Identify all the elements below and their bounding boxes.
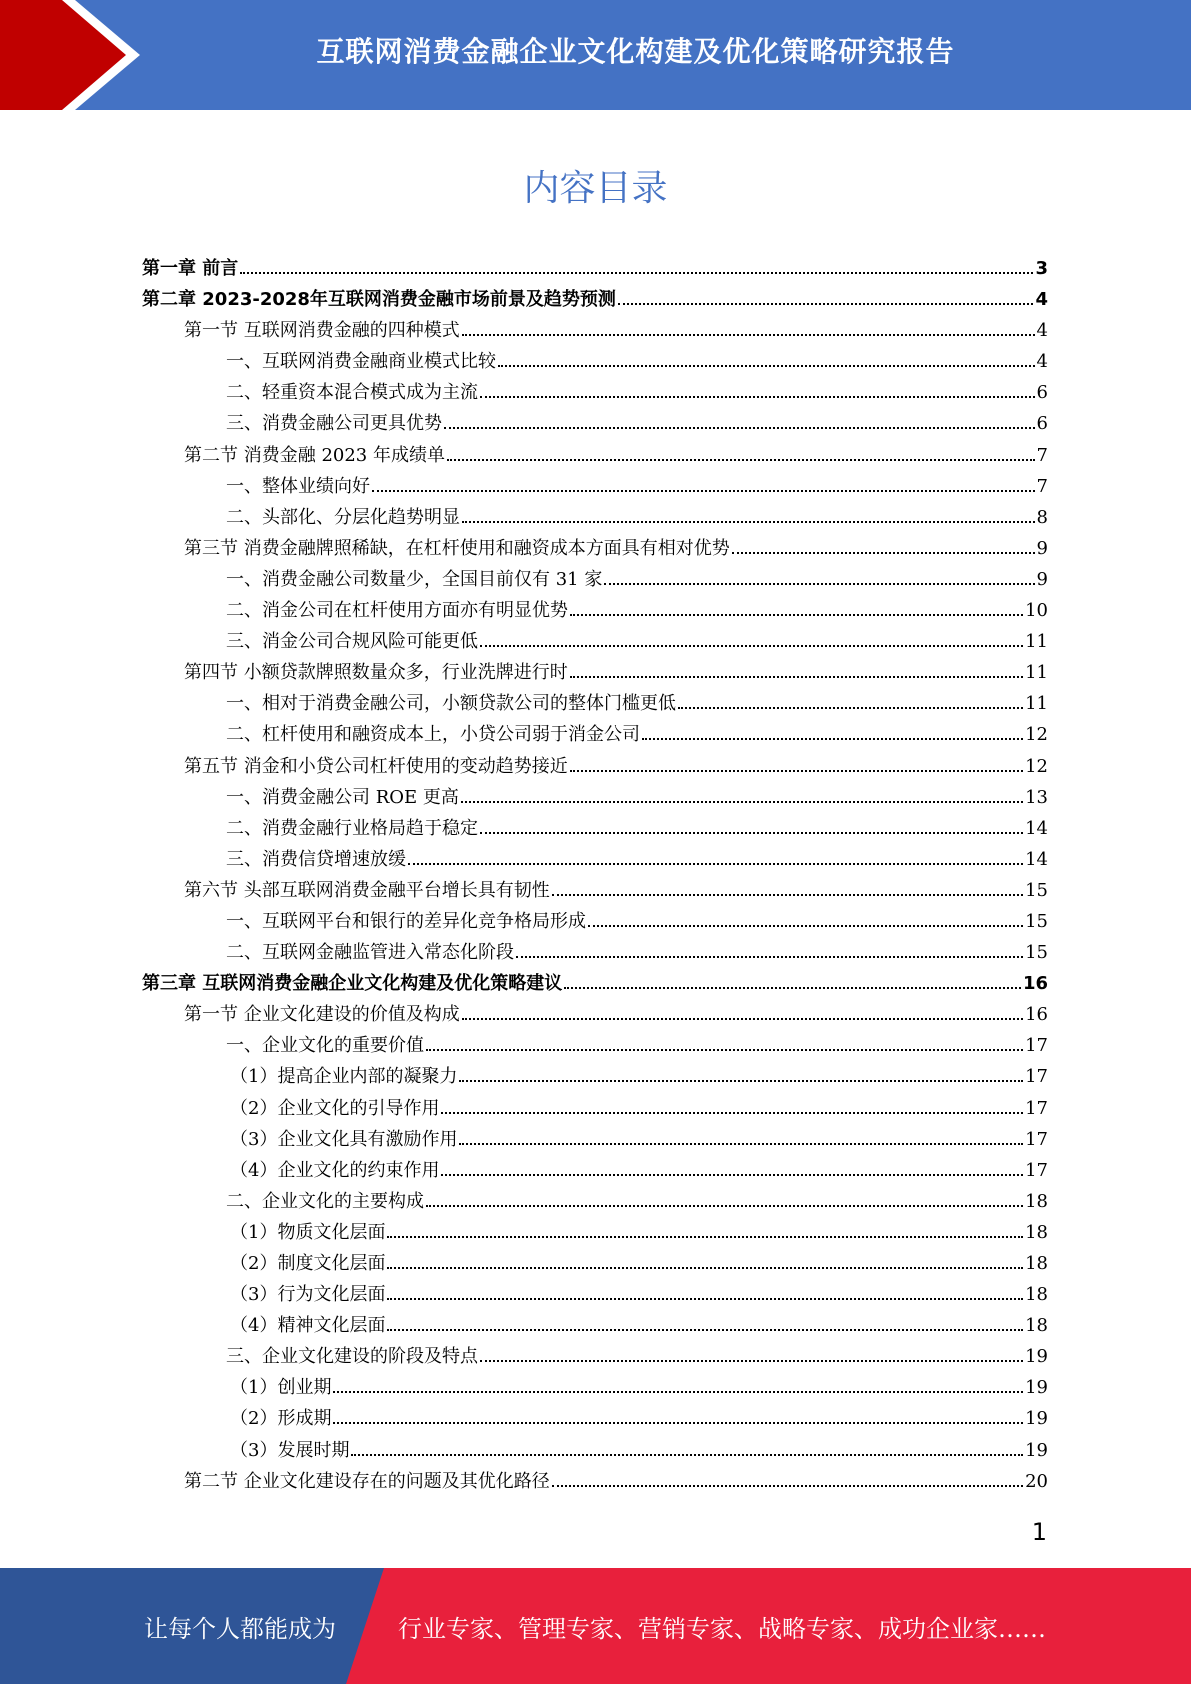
toc-entry[interactable] xyxy=(142,1094,1048,1125)
toc-entry[interactable] xyxy=(142,1000,1048,1031)
toc-entry[interactable] xyxy=(142,938,1048,969)
toc-dot-leader xyxy=(588,911,1023,927)
toc-entry-label: （3）行为文化层面 xyxy=(230,1284,386,1306)
toc-entry-page: 20 xyxy=(1025,1470,1048,1492)
toc-entry-label: 二、轻重资本混合模式成为主流 xyxy=(226,382,478,404)
toc-entry-page: 4 xyxy=(1036,320,1048,342)
toc-entry-label: （3）企业文化具有激励作用 xyxy=(230,1128,458,1150)
toc-entry-label: 二、消金公司在杠杆使用方面亦有明显优势 xyxy=(226,600,568,622)
toc-entry-page: 17 xyxy=(1025,1159,1048,1181)
toc-entry-page: 17 xyxy=(1025,1035,1048,1057)
toc-entry[interactable] xyxy=(142,1062,1048,1093)
toc-entry-page: 18 xyxy=(1025,1190,1048,1212)
toc-dot-leader xyxy=(552,1471,1023,1487)
toc-entry[interactable] xyxy=(142,1280,1048,1311)
toc-dot-leader xyxy=(387,1253,1023,1269)
toc-entry-page: 18 xyxy=(1025,1315,1048,1337)
toc-entry-page: 13 xyxy=(1025,786,1048,808)
toc-dot-leader xyxy=(387,1284,1023,1300)
toc-entry-label: 二、互联网金融监管进入常态化阶段 xyxy=(226,942,514,964)
toc-entry-page: 9 xyxy=(1036,568,1048,590)
toc-dot-leader xyxy=(372,476,1035,492)
toc-entry-page: 7 xyxy=(1036,475,1048,497)
toc-entry-page: 10 xyxy=(1025,600,1048,622)
table-of-contents xyxy=(142,254,1048,1498)
toc-entry-label: 第三节 消费金融牌照稀缺，在杠杆使用和融资成本方面具有相对优势 xyxy=(184,537,730,559)
footer-banner xyxy=(0,1568,1191,1684)
toc-entry[interactable] xyxy=(142,720,1048,751)
toc-entry[interactable] xyxy=(142,1187,1048,1218)
toc-dot-leader xyxy=(408,849,1023,865)
toc-entry[interactable] xyxy=(142,752,1048,783)
toc-dot-leader xyxy=(642,724,1023,740)
toc-entry-page: 3 xyxy=(1035,258,1048,279)
toc-entry[interactable] xyxy=(142,534,1048,565)
toc-entry-label: 第三章 互联网消费金融企业文化构建及优化策略建议 xyxy=(142,973,563,995)
toc-entry[interactable] xyxy=(142,316,1048,347)
toc-entry-page: 19 xyxy=(1025,1346,1048,1368)
toc-dot-leader xyxy=(480,1346,1023,1362)
toc-entry-label: 一、消费金融公司数量少，全国目前仅有 31 家 xyxy=(226,568,603,590)
toc-entry-label: 三、企业文化建设的阶段及特点 xyxy=(226,1346,478,1368)
toc-entry-label: 三、消费信贷增速放缓 xyxy=(226,848,406,870)
toc-dot-leader xyxy=(604,569,1034,585)
toc-entry-page: 16 xyxy=(1025,1004,1048,1026)
toc-entry-page: 6 xyxy=(1036,382,1048,404)
toc-dot-leader xyxy=(516,942,1023,958)
toc-entry-label: 二、企业文化的主要构成 xyxy=(226,1190,424,1212)
toc-entry[interactable] xyxy=(142,814,1048,845)
toc-entry-page: 17 xyxy=(1025,1066,1048,1088)
toc-entry-label: 第二节 消费金融 2023 年成绩单 xyxy=(184,444,445,466)
toc-entry-label: 二、消费金融行业格局趋于稳定 xyxy=(226,817,478,839)
toc-entry[interactable] xyxy=(142,472,1048,503)
toc-heading: 内容目录 xyxy=(523,168,668,209)
toc-dot-leader xyxy=(240,258,1033,274)
page-number: 1 xyxy=(1031,1518,1047,1546)
toc-entry-label: 三、消金公司合规风险可能更低 xyxy=(226,631,478,653)
toc-entry[interactable] xyxy=(142,1311,1048,1342)
toc-entry-label: 一、企业文化的重要价值 xyxy=(226,1035,424,1057)
toc-entry[interactable] xyxy=(142,285,1048,316)
toc-entry-page: 9 xyxy=(1036,537,1048,559)
toc-entry[interactable] xyxy=(142,1467,1048,1498)
toc-entry[interactable] xyxy=(142,845,1048,876)
toc-entry-page: 19 xyxy=(1025,1377,1048,1399)
toc-entry-page: 7 xyxy=(1036,444,1048,466)
toc-entry[interactable] xyxy=(142,969,1048,1000)
toc-entry-page: 11 xyxy=(1025,662,1048,684)
toc-entry-label: 一、消费金融公司 ROE 更高 xyxy=(226,786,459,808)
toc-entry-page: 19 xyxy=(1025,1408,1048,1430)
toc-dot-leader xyxy=(480,818,1023,834)
toc-entry-page: 14 xyxy=(1025,817,1048,839)
toc-entry-label: 第一节 互联网消费金融的四种模式 xyxy=(184,320,460,342)
toc-dot-leader xyxy=(387,1222,1023,1238)
toc-entry[interactable] xyxy=(142,596,1048,627)
toc-entry-page: 8 xyxy=(1036,506,1048,528)
toc-entry[interactable] xyxy=(142,783,1048,814)
toc-entry[interactable] xyxy=(142,627,1048,658)
toc-entry-label: 二、头部化、分层化趋势明显 xyxy=(226,506,460,528)
toc-entry-page: 17 xyxy=(1025,1128,1048,1150)
toc-dot-leader xyxy=(459,1129,1023,1145)
toc-dot-leader xyxy=(333,1408,1023,1424)
toc-dot-leader xyxy=(441,1098,1023,1114)
toc-entry[interactable] xyxy=(142,254,1048,285)
toc-entry[interactable] xyxy=(142,503,1048,534)
toc-entry-page: 12 xyxy=(1025,724,1048,746)
toc-entry-label: 一、相对于消费金融公司，小额贷款公司的整体门槛更低 xyxy=(226,693,676,715)
toc-dot-leader xyxy=(618,289,1034,305)
header-banner xyxy=(0,0,1191,110)
toc-dot-leader xyxy=(444,413,1035,429)
toc-dot-leader xyxy=(552,880,1023,896)
toc-entry[interactable] xyxy=(142,689,1048,720)
toc-entry-label: 一、互联网平台和银行的差异化竞争格局形成 xyxy=(226,910,586,932)
toc-entry-page: 4 xyxy=(1035,289,1048,311)
toc-entry-page: 18 xyxy=(1025,1284,1048,1306)
toc-entry-label: （1）创业期 xyxy=(230,1377,332,1399)
toc-entry-label: （1）提高企业内部的凝聚力 xyxy=(230,1066,458,1088)
toc-entry[interactable] xyxy=(142,1342,1048,1373)
toc-dot-leader xyxy=(498,351,1035,367)
toc-dot-leader xyxy=(462,1004,1023,1020)
toc-entry-label: 第一节 企业文化建设的价值及构成 xyxy=(184,1004,460,1026)
toc-dot-leader xyxy=(426,1191,1023,1207)
toc-dot-leader xyxy=(426,1035,1023,1051)
toc-dot-leader xyxy=(570,662,1023,678)
toc-entry[interactable] xyxy=(142,441,1048,472)
toc-entry[interactable] xyxy=(142,876,1048,907)
toc-entry-page: 18 xyxy=(1025,1221,1048,1243)
toc-entry-page: 15 xyxy=(1025,879,1048,901)
report-title: 互联网消费金融企业文化构建及优化策略研究报告 xyxy=(316,35,955,68)
toc-entry-page: 15 xyxy=(1025,942,1048,964)
toc-entry-page: 19 xyxy=(1025,1439,1048,1461)
toc-entry-page: 12 xyxy=(1025,755,1048,777)
toc-entry-page: 11 xyxy=(1025,693,1048,715)
toc-entry-label: 一、整体业绩向好 xyxy=(226,475,370,497)
toc-dot-leader xyxy=(480,631,1023,647)
toc-entry-label: 第六节 头部互联网消费金融平台增长具有韧性 xyxy=(184,879,550,901)
toc-entry-page: 11 xyxy=(1025,631,1048,653)
toc-dot-leader xyxy=(570,756,1023,772)
toc-dot-leader xyxy=(462,320,1035,336)
toc-entry-page: 16 xyxy=(1022,973,1048,995)
toc-entry-label: 三、消费金融公司更具优势 xyxy=(226,413,442,435)
footer-slogan-left: 让每个人都能成为 xyxy=(144,1614,336,1643)
toc-entry-page: 4 xyxy=(1036,351,1048,373)
toc-entry-label: 第五节 消金和小贷公司杠杆使用的变动趋势接近 xyxy=(184,755,568,777)
toc-dot-leader xyxy=(447,445,1035,461)
toc-entry-page: 17 xyxy=(1025,1097,1048,1119)
toc-dot-leader xyxy=(462,507,1035,523)
toc-entry-page: 6 xyxy=(1036,413,1048,435)
toc-entry-label: 二、杠杆使用和融资成本上，小贷公司弱于消金公司 xyxy=(226,724,640,746)
toc-dot-leader xyxy=(564,973,1021,989)
toc-entry[interactable] xyxy=(142,658,1048,689)
toc-entry[interactable] xyxy=(142,1404,1048,1435)
toc-entry[interactable] xyxy=(142,378,1048,409)
toc-entry-page: 15 xyxy=(1025,910,1048,932)
toc-dot-leader xyxy=(570,600,1023,616)
toc-entry-label: （3）发展时期 xyxy=(230,1439,350,1461)
toc-entry[interactable] xyxy=(142,565,1048,596)
toc-entry[interactable] xyxy=(142,1156,1048,1187)
toc-entry[interactable] xyxy=(142,1031,1048,1062)
toc-dot-leader xyxy=(678,693,1023,709)
toc-entry[interactable] xyxy=(142,409,1048,440)
toc-entry-label: （2）制度文化层面 xyxy=(230,1253,386,1274)
toc-entry-label: （4）企业文化的约束作用 xyxy=(230,1159,440,1181)
footer-slogan-right: 行业专家、管理专家、营销专家、战略专家、成功企业家…… xyxy=(398,1614,1046,1643)
toc-entry-page: 18 xyxy=(1025,1253,1048,1274)
toc-entry[interactable] xyxy=(142,1125,1048,1156)
toc-entry-label: （2）企业文化的引导作用 xyxy=(230,1097,440,1119)
toc-entry[interactable] xyxy=(142,907,1048,938)
toc-dot-leader xyxy=(459,1066,1023,1082)
toc-entry-label: （2）形成期 xyxy=(230,1408,332,1430)
toc-entry[interactable] xyxy=(142,1249,1048,1280)
toc-dot-leader xyxy=(441,1160,1023,1176)
toc-dot-leader xyxy=(480,382,1035,398)
toc-dot-leader xyxy=(732,538,1035,554)
toc-entry-label: （4）精神文化层面 xyxy=(230,1315,386,1337)
toc-entry[interactable] xyxy=(142,1218,1048,1249)
toc-entry-label: （1）物质文化层面 xyxy=(230,1221,386,1243)
toc-entry-label: 一、互联网消费金融商业模式比较 xyxy=(226,351,496,373)
toc-entry-label: 第一章 前言 xyxy=(142,258,239,279)
toc-entry-page: 14 xyxy=(1025,848,1048,870)
toc-entry-label: 第二章 2023-2028年互联网消费金融市场前景及趋势预测 xyxy=(142,289,616,311)
toc-entry-label: 第二节 企业文化建设存在的问题及其优化路径 xyxy=(184,1470,550,1492)
toc-entry-label: 第四节 小额贷款牌照数量众多，行业洗牌进行时 xyxy=(184,662,568,684)
toc-dot-leader xyxy=(461,787,1023,803)
toc-entry[interactable] xyxy=(142,1436,1048,1467)
toc-entry[interactable] xyxy=(142,1373,1048,1404)
toc-dot-leader xyxy=(351,1440,1023,1456)
toc-entry[interactable] xyxy=(142,347,1048,378)
toc-dot-leader xyxy=(333,1377,1023,1393)
toc-dot-leader xyxy=(387,1315,1023,1331)
